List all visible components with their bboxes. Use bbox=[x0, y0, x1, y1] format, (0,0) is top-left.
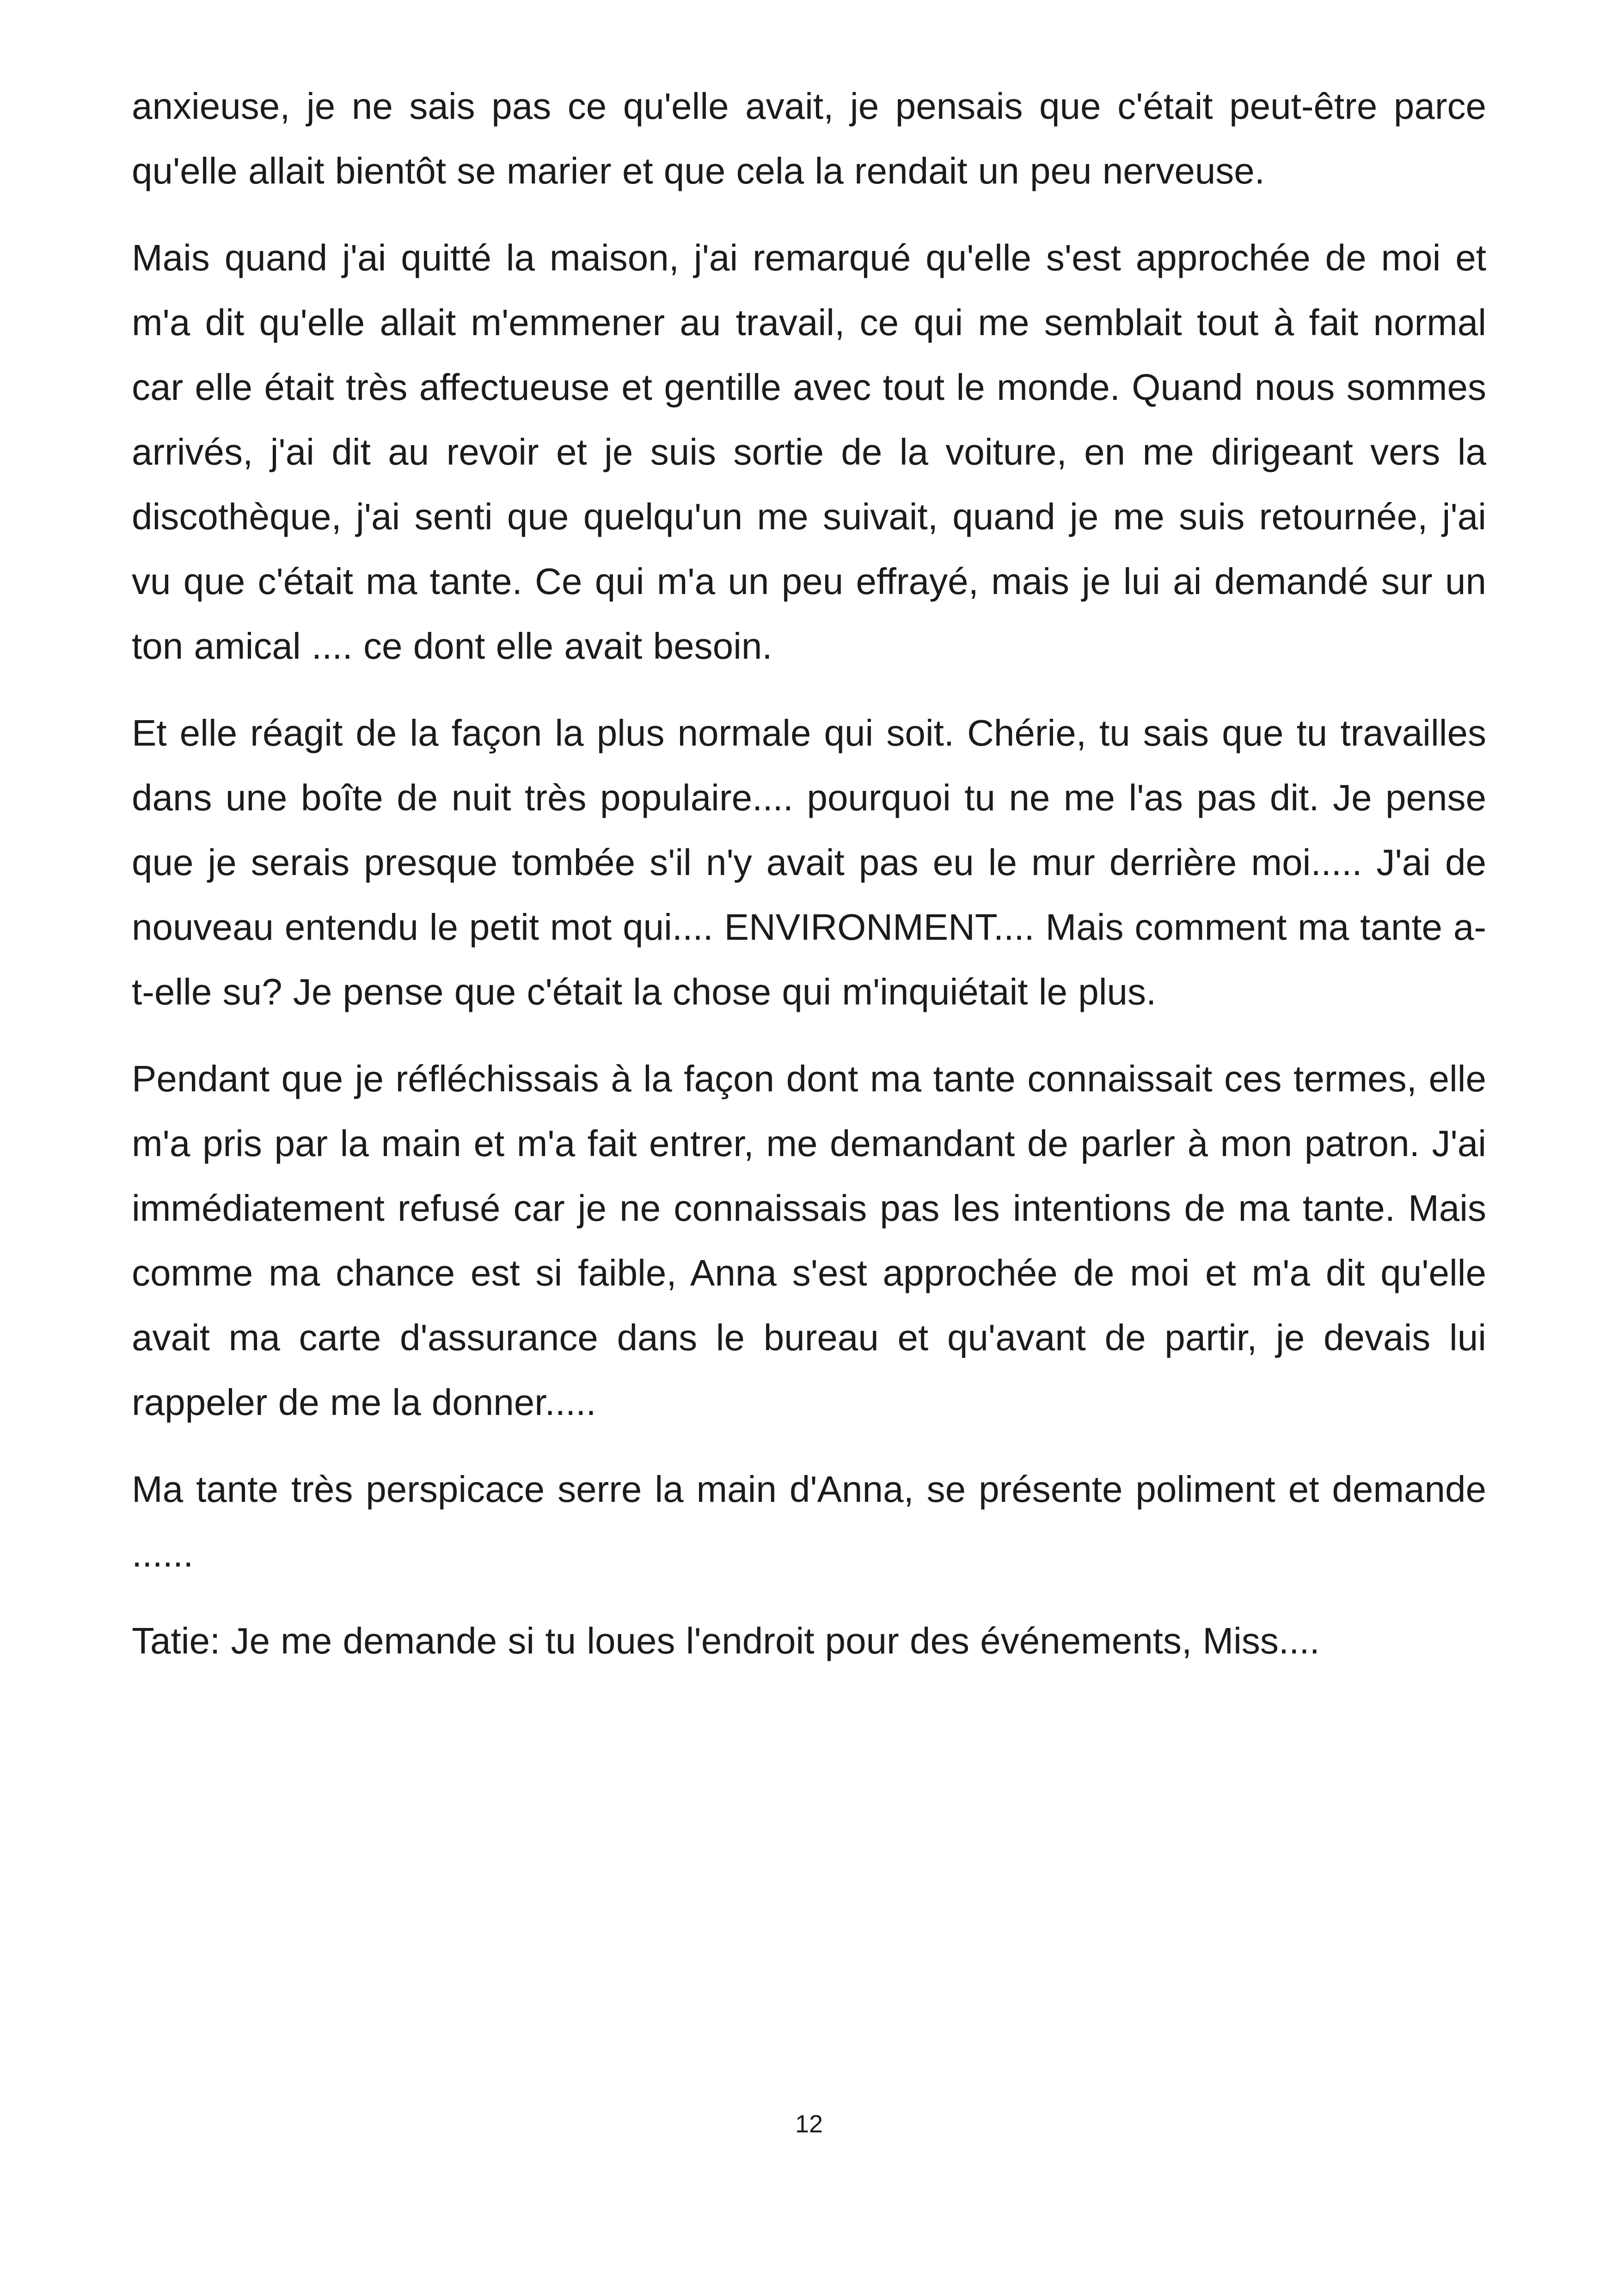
paragraph-5: Ma tante très perspicace serre la main d'Anna, se présente poliment et demande ...... bbox=[132, 1469, 1486, 1574]
paragraph-6: Tatie: Je me demande si tu loues l'endroit pour des événements, Miss.... bbox=[132, 1620, 1320, 1661]
paragraph-2: Mais quand j'ai quitté la maison, j'ai remarqué qu'elle s'est approchée de moi et m'a dit qu'elle allait m'emmener au travail, ce qui me semblait tout à fait normal car elle était très affectueuse et gentille avec tout le monde. Quand nous sommes arrivés, j'ai dit au revoir et je suis sortie de la voiture, en me dirigeant vers la discothèque, j'ai senti que quelqu'un me suivait, quand je me suis retournée, j'ai vu que c'était ma tante. Ce qui m'a un peu effrayé, mais je lui ai demandé sur un ton amical .... ce dont elle avait besoin. bbox=[132, 237, 1486, 667]
paragraph-3: Et elle réagit de la façon la plus normale qui soit. Chérie, tu sais que tu travailles dans une boîte de nuit très populaire.... pourquoi tu ne me l'as pas dit. Je pense que je serais presque tombée s'il n'y avait pas eu le mur derrière moi..... J'ai de nouveau entendu le petit mot qui.... ENVIRONMENT.... Mais comment ma tante a-t-elle su? Je pense que c'était la chose qui m'inquiétait le plus. bbox=[132, 712, 1486, 1012]
paragraph-1: anxieuse, je ne sais pas ce qu'elle avait, je pensais que c'était peut-être parce qu'elle allait bientôt se marier et que cela la rendait un peu nerveuse. bbox=[132, 86, 1486, 191]
paragraph-4: Pendant que je réfléchissais à la façon dont ma tante connaissait ces termes, elle m'a pris par la main et m'a fait entrer, me demandant de parler à mon patron. J'ai immédiatement refusé car je ne connaissais pas les intentions de ma tante. Mais comme ma chance est si faible, Anna s'est approchée de moi et m'a dit qu'elle avait ma carte d'assurance dans le bureau et qu'avant de partir, je devais lui rappeler de me la donner..... bbox=[132, 1058, 1486, 1423]
body-text bbox=[132, 74, 1486, 1696]
page-number: 12 bbox=[795, 2110, 823, 2138]
